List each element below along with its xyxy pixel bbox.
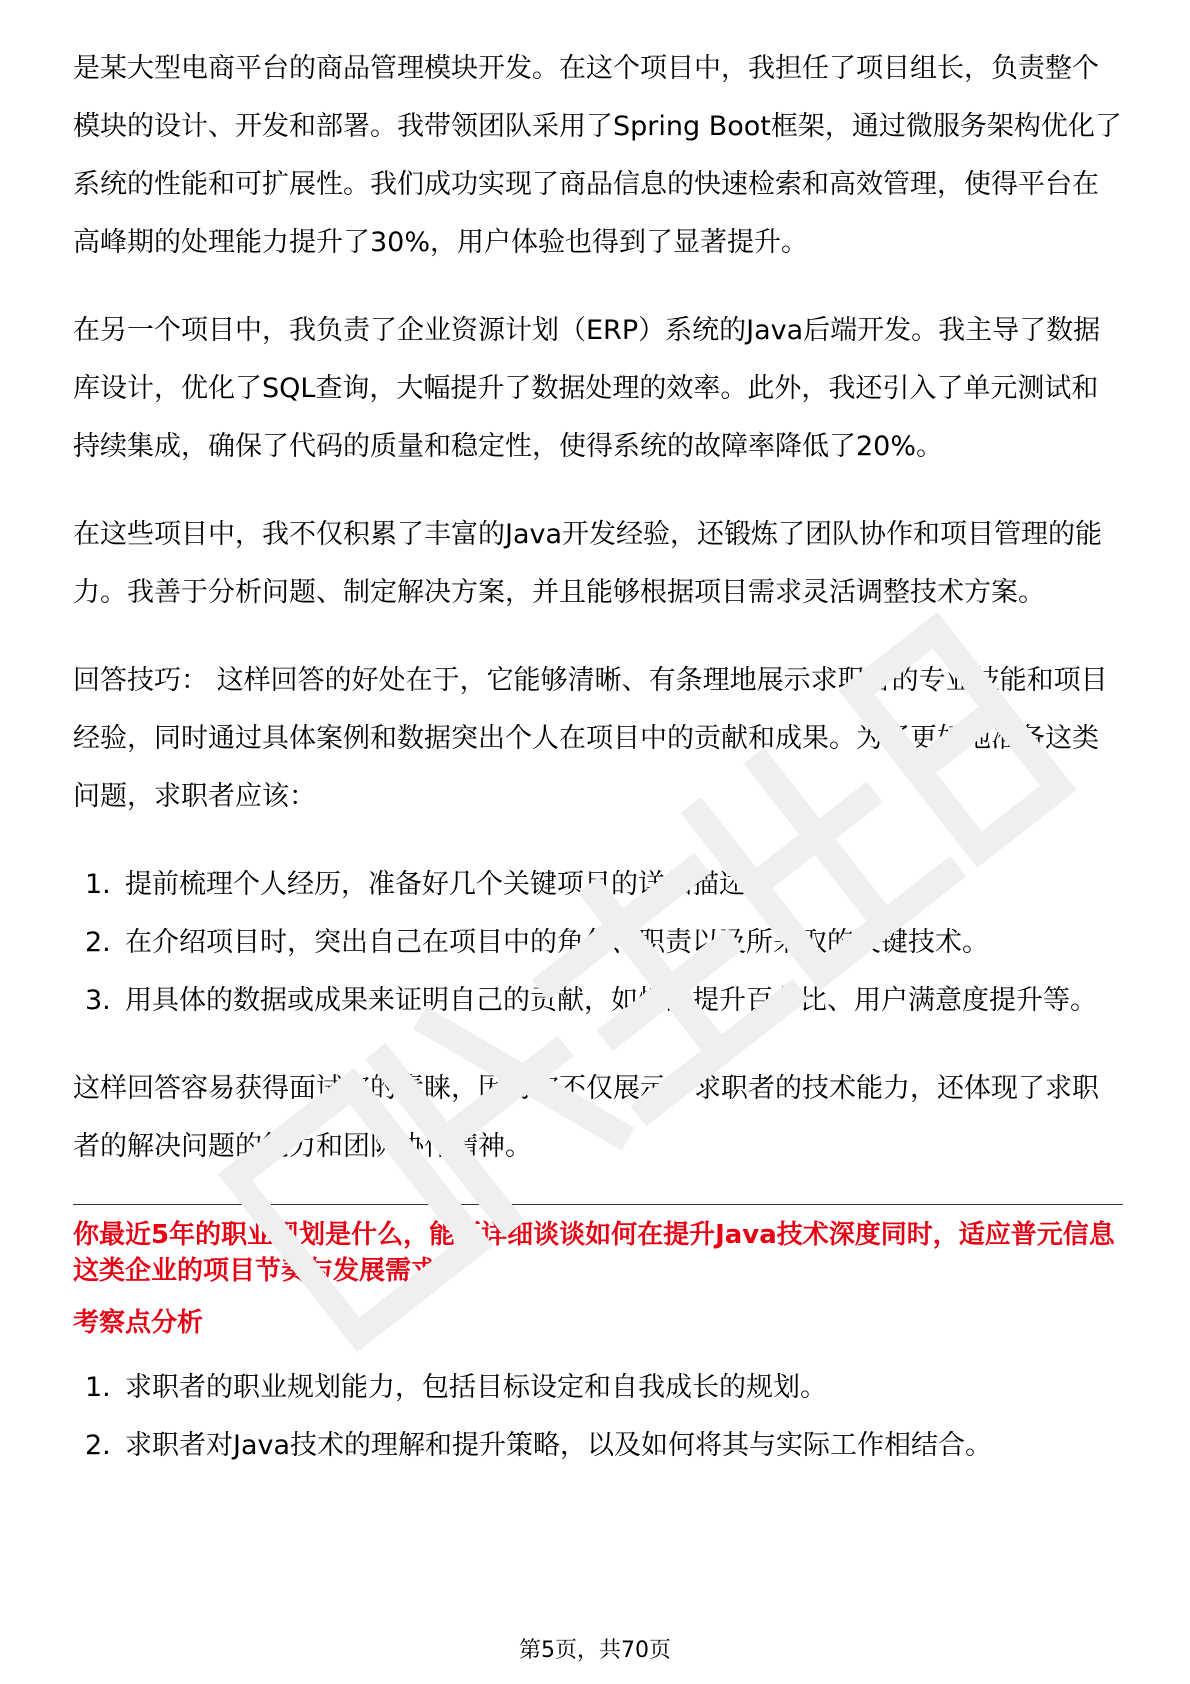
analysis-list [73, 1359, 1123, 1475]
list-item [73, 914, 1123, 972]
page-content [73, 40, 1123, 1475]
list-number: 3. [85, 985, 111, 1016]
list-item [73, 1417, 1123, 1475]
tips-list [73, 856, 1123, 1030]
section-divider [73, 1204, 1123, 1205]
list-item-text: 用具体的数据或成果来证明自己的贡献，如性能提升百分比、用户满意度提升等。 [125, 985, 1097, 1016]
interview-question: 你最近5年的职业规划是什么，能否详细谈谈如何在提升Java技术深度同时，适应普元信息这类企业的项目节奏与发展需求？ [73, 1220, 1115, 1286]
list-number: 1. [85, 869, 111, 900]
paragraph-summary: 在这些项目中，我不仅积累了丰富的Java开发经验，还锻炼了团队协作和项目管理的能力。我善于分析问题、制定解决方案，并且能够根据项目需求灵活调整技术方案。 [73, 519, 1103, 608]
paragraph-project-erp: 在另一个项目中，我负责了企业资源计划（ERP）系统的Java后端开发。我主导了数据库设计，优化了SQL查询，大幅提升了数据处理的效率。此外，我还引入了单元测试和持续集成，确保了代码的质量和稳定性，使得系统的故障率降低了20%。 [73, 315, 1101, 462]
paragraph-project-ecommerce: 是某大型电商平台的商品管理模块开发。在这个项目中，我担任了项目组长，负责整个模块的设计、开发和部署。我带领团队采用了Spring Boot框架，通过微服务架构优化了系统的性能和可扩展性。我们成功实现了商品信息的快速检索和高效管理，使得平台在高峰期的处理能力提升了30%，用户体验也得到了显著提升。 [73, 53, 1122, 258]
page-footer [0, 1636, 1190, 1666]
list-item-text: 在介绍项目时，突出自己在项目中的角色、职责以及所采取的关键技术。 [125, 927, 989, 958]
list-number: 2. [85, 1430, 111, 1461]
paragraph-answer-tips: 回答技巧： 这样回答的好处在于，它能够清晰、有条理地展示求职者的专业技能和项目经验，同时通过具体案例和数据突出个人在项目中的贡献和成果。为了更好地准备这类问题，求职者应该： [73, 665, 1108, 812]
page-number-label: 第5页，共70页 [519, 1638, 671, 1663]
paragraph-closing: 这样回答容易获得面试官的青睐，因为它不仅展示了求职者的技术能力，还体现了求职者的解决问题的能力和团队协作精神。 [73, 1073, 1099, 1162]
list-item [73, 856, 1123, 914]
list-item-text: 求职者的职业规划能力，包括目标设定和自我成长的规划。 [125, 1372, 827, 1403]
list-item-text: 提前梳理个人经历，准备好几个关键项目的详细描述。 [125, 869, 773, 900]
list-number: 2. [85, 927, 111, 958]
list-item-text: 求职者对Java技术的理解和提升策略，以及如何将其与实际工作相结合。 [125, 1430, 993, 1461]
list-item [73, 1359, 1123, 1417]
analysis-heading: 考察点分析 [73, 1308, 204, 1338]
list-number: 1. [85, 1372, 111, 1403]
list-item [73, 972, 1123, 1030]
